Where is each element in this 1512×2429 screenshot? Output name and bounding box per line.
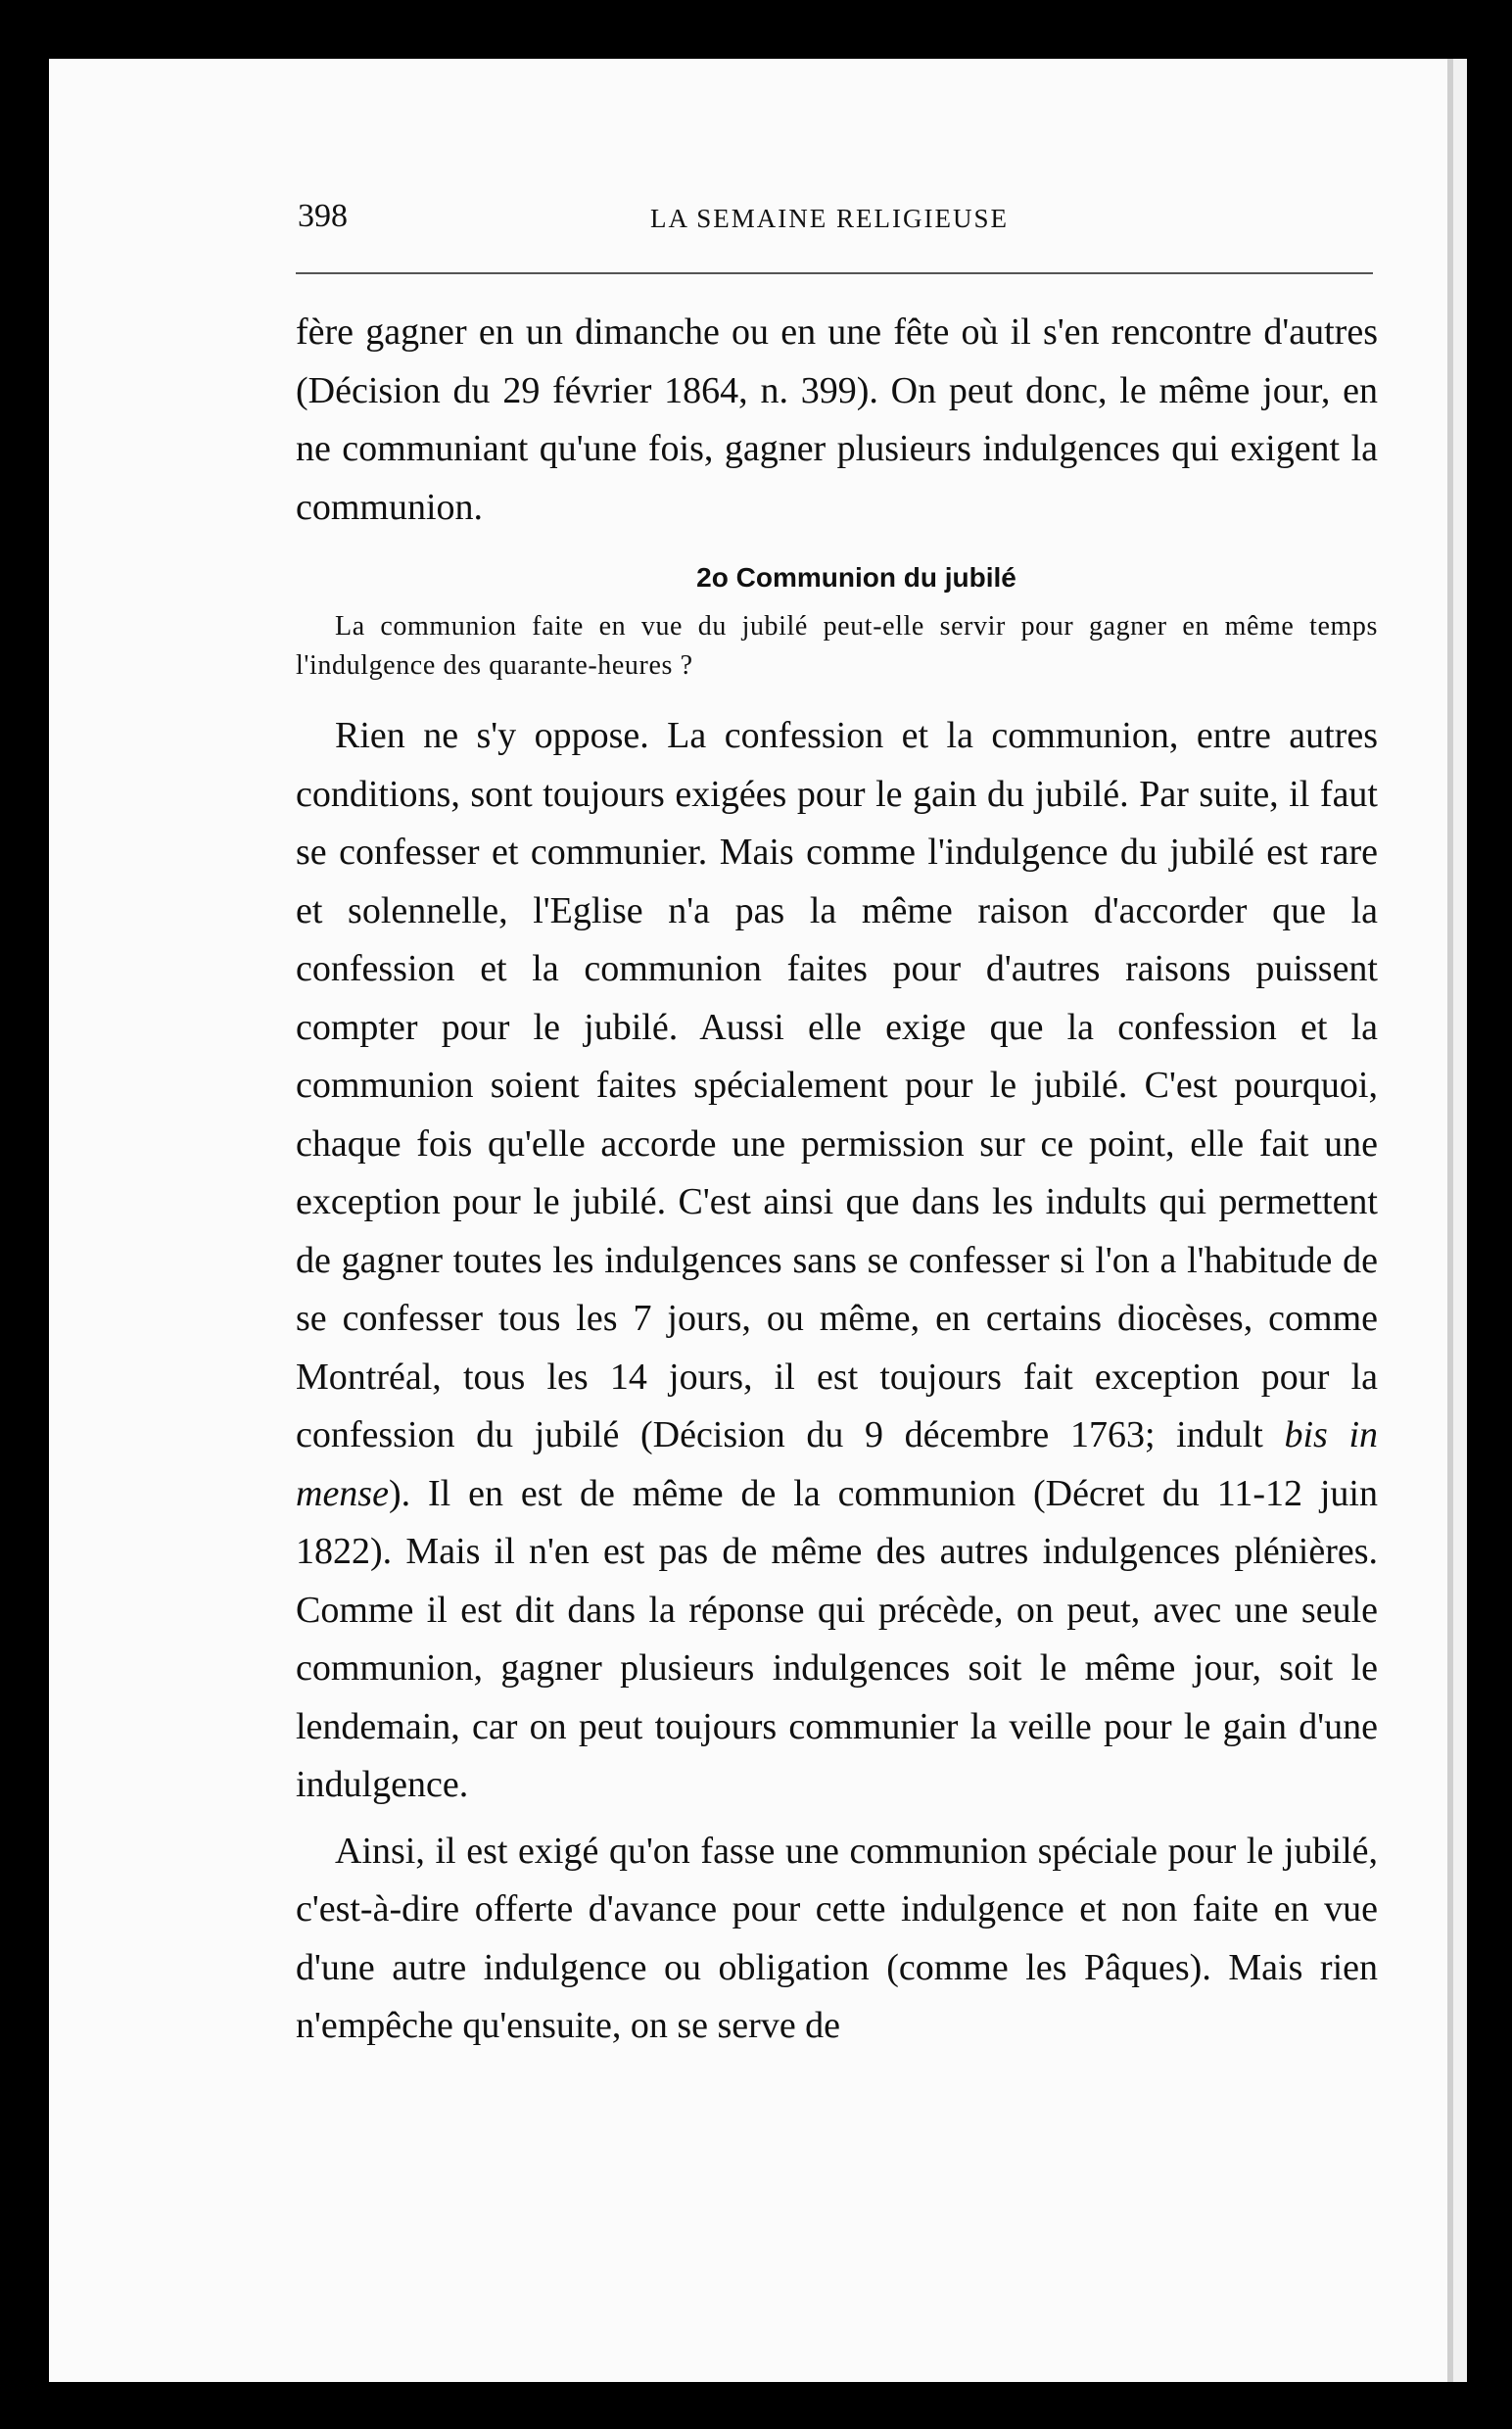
question-text: La communion faite en vue du jubilé peut-elle servir pour gagner en même temps l'indulgence des quarante-heures ?: [296, 611, 1378, 681]
page-header: [247, 198, 1373, 237]
paragraph-2-text-b: ). Il en est de même de la communion (Décret du 11-12 juin 1822). Mais il n'en est pas de même des autres indulgences plénières. Comme il est dit dans la réponse qui précède, on peut, avec une seule communion, gagner plusieurs indulgences soit le même jour, soit le lendemain, car on peut toujours communier la veille pour le gain d'une indulgence.: [296, 1472, 1378, 1805]
paragraph-3: Ainsi, il est exigé qu'on fasse une communion spéciale pour le jubilé, c'est-à-dire offerte d'avance pour cette indulgence et non faite en vue d'une autre indulgence ou obligation (comme les Pâques). Mais rien n'empêche qu'ensuite, on se serve de: [296, 1830, 1378, 2046]
paragraph-2-italic: bis in mense: [296, 1414, 1378, 1514]
running-title: LA SEMAINE RELIGIEUSE: [650, 204, 1009, 233]
paragraph-2-text-a: Rien ne s'y oppose. La confession et la communion, entre autres conditions, sont toujours exigées pour le gain du jubilé. Par suite, il faut se confesser et communier. Mais comme l'indulgence du jubilé est rare et solennelle, l'Eglise n'a pas la même raison d'accorder que la confession et la communion faites pour d'autres raisons puissent compter pour le jubilé. Aussi elle exige que la confession et la communion soient faites spécialement pour le jubilé. C'est pourquoi, chaque fois qu'elle accorde une permission sur ce point, elle fait une exception pour le jubilé. C'est ainsi que dans les indults qui permettent de gagner toutes les indulgences sans se confesser si l'on a l'habitude de se confesser tous les 7 jours, ou même, en certains diocèses, comme Montréal, tous les 14 jours, il est toujours fait exception pour la confession du jubilé (Décision du 9 décembre 1763; indult: [296, 715, 1378, 1455]
page-edge: [1453, 59, 1467, 2382]
section-heading: 2o Communion du jubilé: [696, 562, 1016, 593]
header-rule: [296, 272, 1373, 274]
paragraph-spacer: [296, 1815, 1378, 1823]
page-number: 398: [298, 198, 348, 234]
paragraph-1: fère gagner en un dimanche ou en une fête où il s'en rencontre d'autres (Décision du 29 février 1864, n. 399). On peut donc, le même jour, en ne communiant qu'une fois, gagner plusieurs indulgences qui exigent la communion.: [296, 311, 1378, 528]
page-body: [296, 304, 1378, 2056]
paragraph-2: [296, 707, 1378, 1815]
